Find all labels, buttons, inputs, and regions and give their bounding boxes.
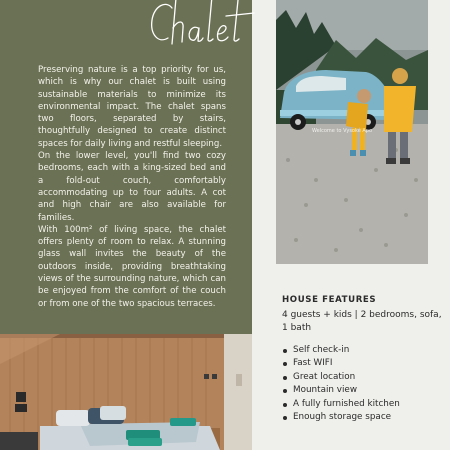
house-features	[282, 295, 442, 424]
feature-label: Self check-in	[293, 345, 350, 355]
feature-item	[282, 398, 442, 411]
bedroom-illustration	[0, 334, 252, 450]
bullet-icon	[283, 349, 287, 353]
feature-item	[282, 384, 442, 397]
description-paragraph-2: On the lower level, you'll find two cozy bedrooms, each with a king-sized bed and a fold-out couch, comfortably accommodating up to four adults. A cot and high chair are also available for families.	[38, 151, 226, 223]
car-kids-photo	[276, 0, 428, 264]
feature-label: Fast WIFI	[293, 358, 333, 369]
chalet-title	[146, 0, 256, 56]
feature-label: Great location	[293, 371, 356, 382]
feature-label: Mountain view	[293, 385, 358, 396]
feature-label: Enough storage space	[293, 412, 392, 423]
description-panel	[0, 0, 252, 334]
feature-item	[282, 411, 442, 424]
bullet-icon	[283, 403, 287, 407]
description-paragraph-1: Preserving nature is a top priority for us, which is why our chalet is built using sustainable materials to minimize its environmental impact. The chalet spans two floors, separated by stairs, thoughtfully designed to create distinct spaces for daily living and restful sleeping.	[38, 65, 226, 149]
bullet-icon	[283, 416, 287, 420]
house-features-heading: HOUSE FEATURES	[282, 295, 377, 305]
features-list	[282, 344, 442, 424]
bullet-icon	[283, 389, 287, 393]
bedroom-photo	[0, 334, 252, 450]
feature-item	[282, 371, 442, 384]
feature-label: A fully furnished kitchen	[293, 398, 400, 409]
chalet-title-script	[146, 0, 256, 56]
photo-watermark: Welcome to Vysoké Apo	[312, 128, 373, 134]
feature-item	[282, 357, 442, 370]
house-features-summary: 4 guests + kids | 2 bedrooms, sofa, 1 bath	[282, 310, 442, 333]
feature-item	[282, 344, 442, 357]
description-text	[38, 64, 226, 310]
description-paragraph-3: With 100m² of living space, the chalet offers plenty of room to relax. A stunning glass wall invites the beauty of the outdoors inside, providing breathtaking views of the surrounding nature, which can be enjoyed from the comfort of the couch or from one of the two spacious terraces.	[38, 224, 226, 309]
bullet-icon	[283, 376, 287, 380]
bullet-icon	[283, 362, 287, 366]
